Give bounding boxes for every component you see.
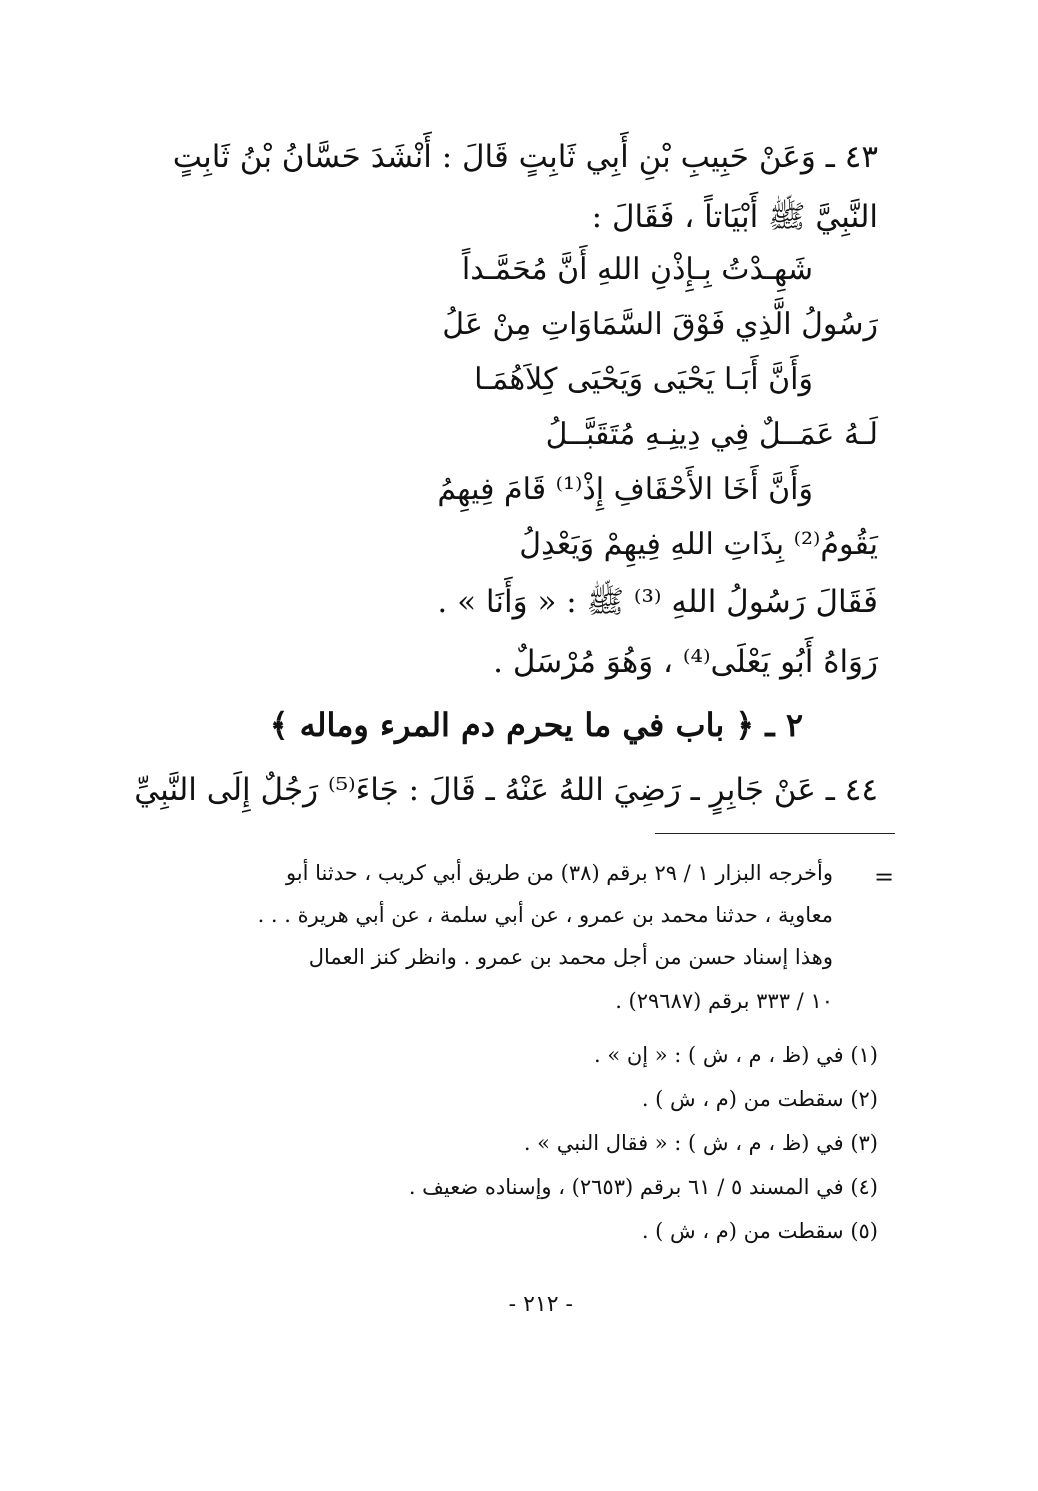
hadith-44-line-1: ٤٤ ـ عَنْ جَابِرٍ ـ رَضِيَ اللهُ عَنْهُ ـ قَالَ : جَاءَ⁽⁵⁾ رَجُلٌ إِلَى النَّبِيِّ <box>134 772 878 808</box>
footnote-5: (٥) سقطت من (م ، ش ) . <box>641 1219 878 1243</box>
verse-3-second-hemistich: يَقُومُ⁽²⁾ بِذَاتِ اللهِ فِيهِمْ وَيَعْدِلُ <box>519 527 878 562</box>
footnote-2: (٢) سقطت من (م ، ش ) . <box>641 1087 878 1111</box>
chapter-heading: ٢ ـ ﴿ باب في ما يحرم دم المرء وماله ﴾ <box>269 706 803 744</box>
footnote-continuation-line-3: وهذا إسناد حسن من أجل محمد بن عمرو . وانظر كنز العمال <box>308 945 833 969</box>
verse-1-second-hemistich: رَسُولُ الَّذِي فَوْقَ السَّمَاوَاتِ مِنْ عَلُ <box>442 307 878 342</box>
footnote-1: (١) في (ظ ، م ، ش ) : « إن » . <box>593 1043 878 1067</box>
verse-1-first-hemistich: شَهِـدْتُ بِـإِذْنِ اللهِ أَنَّ مُحَمَّـداً <box>461 252 813 287</box>
verse-3-first-hemistich: وَأَنَّ أَخَا الأَحْقَافِ إِذْ⁽¹⁾ قَامَ فِيهِمُ <box>437 472 813 507</box>
hadith-43-prophet-reply: فَقَالَ رَسُولُ اللهِ ⁽³⁾ ﷺ : « وَأَنَا » . <box>437 584 878 620</box>
hadith-43-line-2: النَّبِيَّ ﷺ أَبْيَاتاً ، فَقَالَ : <box>591 199 878 235</box>
footnote-continuation-mark: = <box>874 863 895 891</box>
footnote-3: (٣) في (ظ ، م ، ش ) : « فقال النبي » . <box>523 1131 878 1155</box>
footnote-4: (٤) في المسند ٥ / ٦١ برقم (٢٦٥٣) ، وإسناده ضعيف . <box>408 1175 878 1199</box>
page-number: - ٢١٢ - <box>508 1292 573 1317</box>
footnote-continuation-line-2: معاوية ، حدثنا محمد بن عمرو ، عن أبي سلمة ، عن أبي هريرة . . . <box>257 903 833 927</box>
hadith-43-source: رَوَاهُ أَبُو يَعْلَى⁽⁴⁾ ، وَهُوَ مُرْسَلٌ . <box>493 644 878 680</box>
footnote-continuation-line-1: وأخرجه البزار ١ / ٢٩ برقم (٣٨) من طريق أبي كريب ، حدثنا أبو <box>285 861 833 885</box>
footnote-separator <box>655 833 895 834</box>
hadith-43-line-1: ٤٣ ـ وَعَنْ حَبِيبِ بْنِ أَبِي ثَابِتٍ قَالَ : أَنْشَدَ حَسَّانُ بْنُ ثَابِتٍ <box>172 139 878 175</box>
verse-2-first-hemistich: وَأَنَّ أَبَـا يَحْيَى وَيَحْيَى كِلاَهُمَـا <box>474 362 813 397</box>
footnote-continuation-line-4: ١٠ / ٣٣٣ برقم (٢٩٦٨٧) . <box>615 989 833 1013</box>
verse-2-second-hemistich: لَـهُ عَمَــلٌ فِي دِينِـهِ مُتَقَبَّــلُ <box>545 417 878 452</box>
